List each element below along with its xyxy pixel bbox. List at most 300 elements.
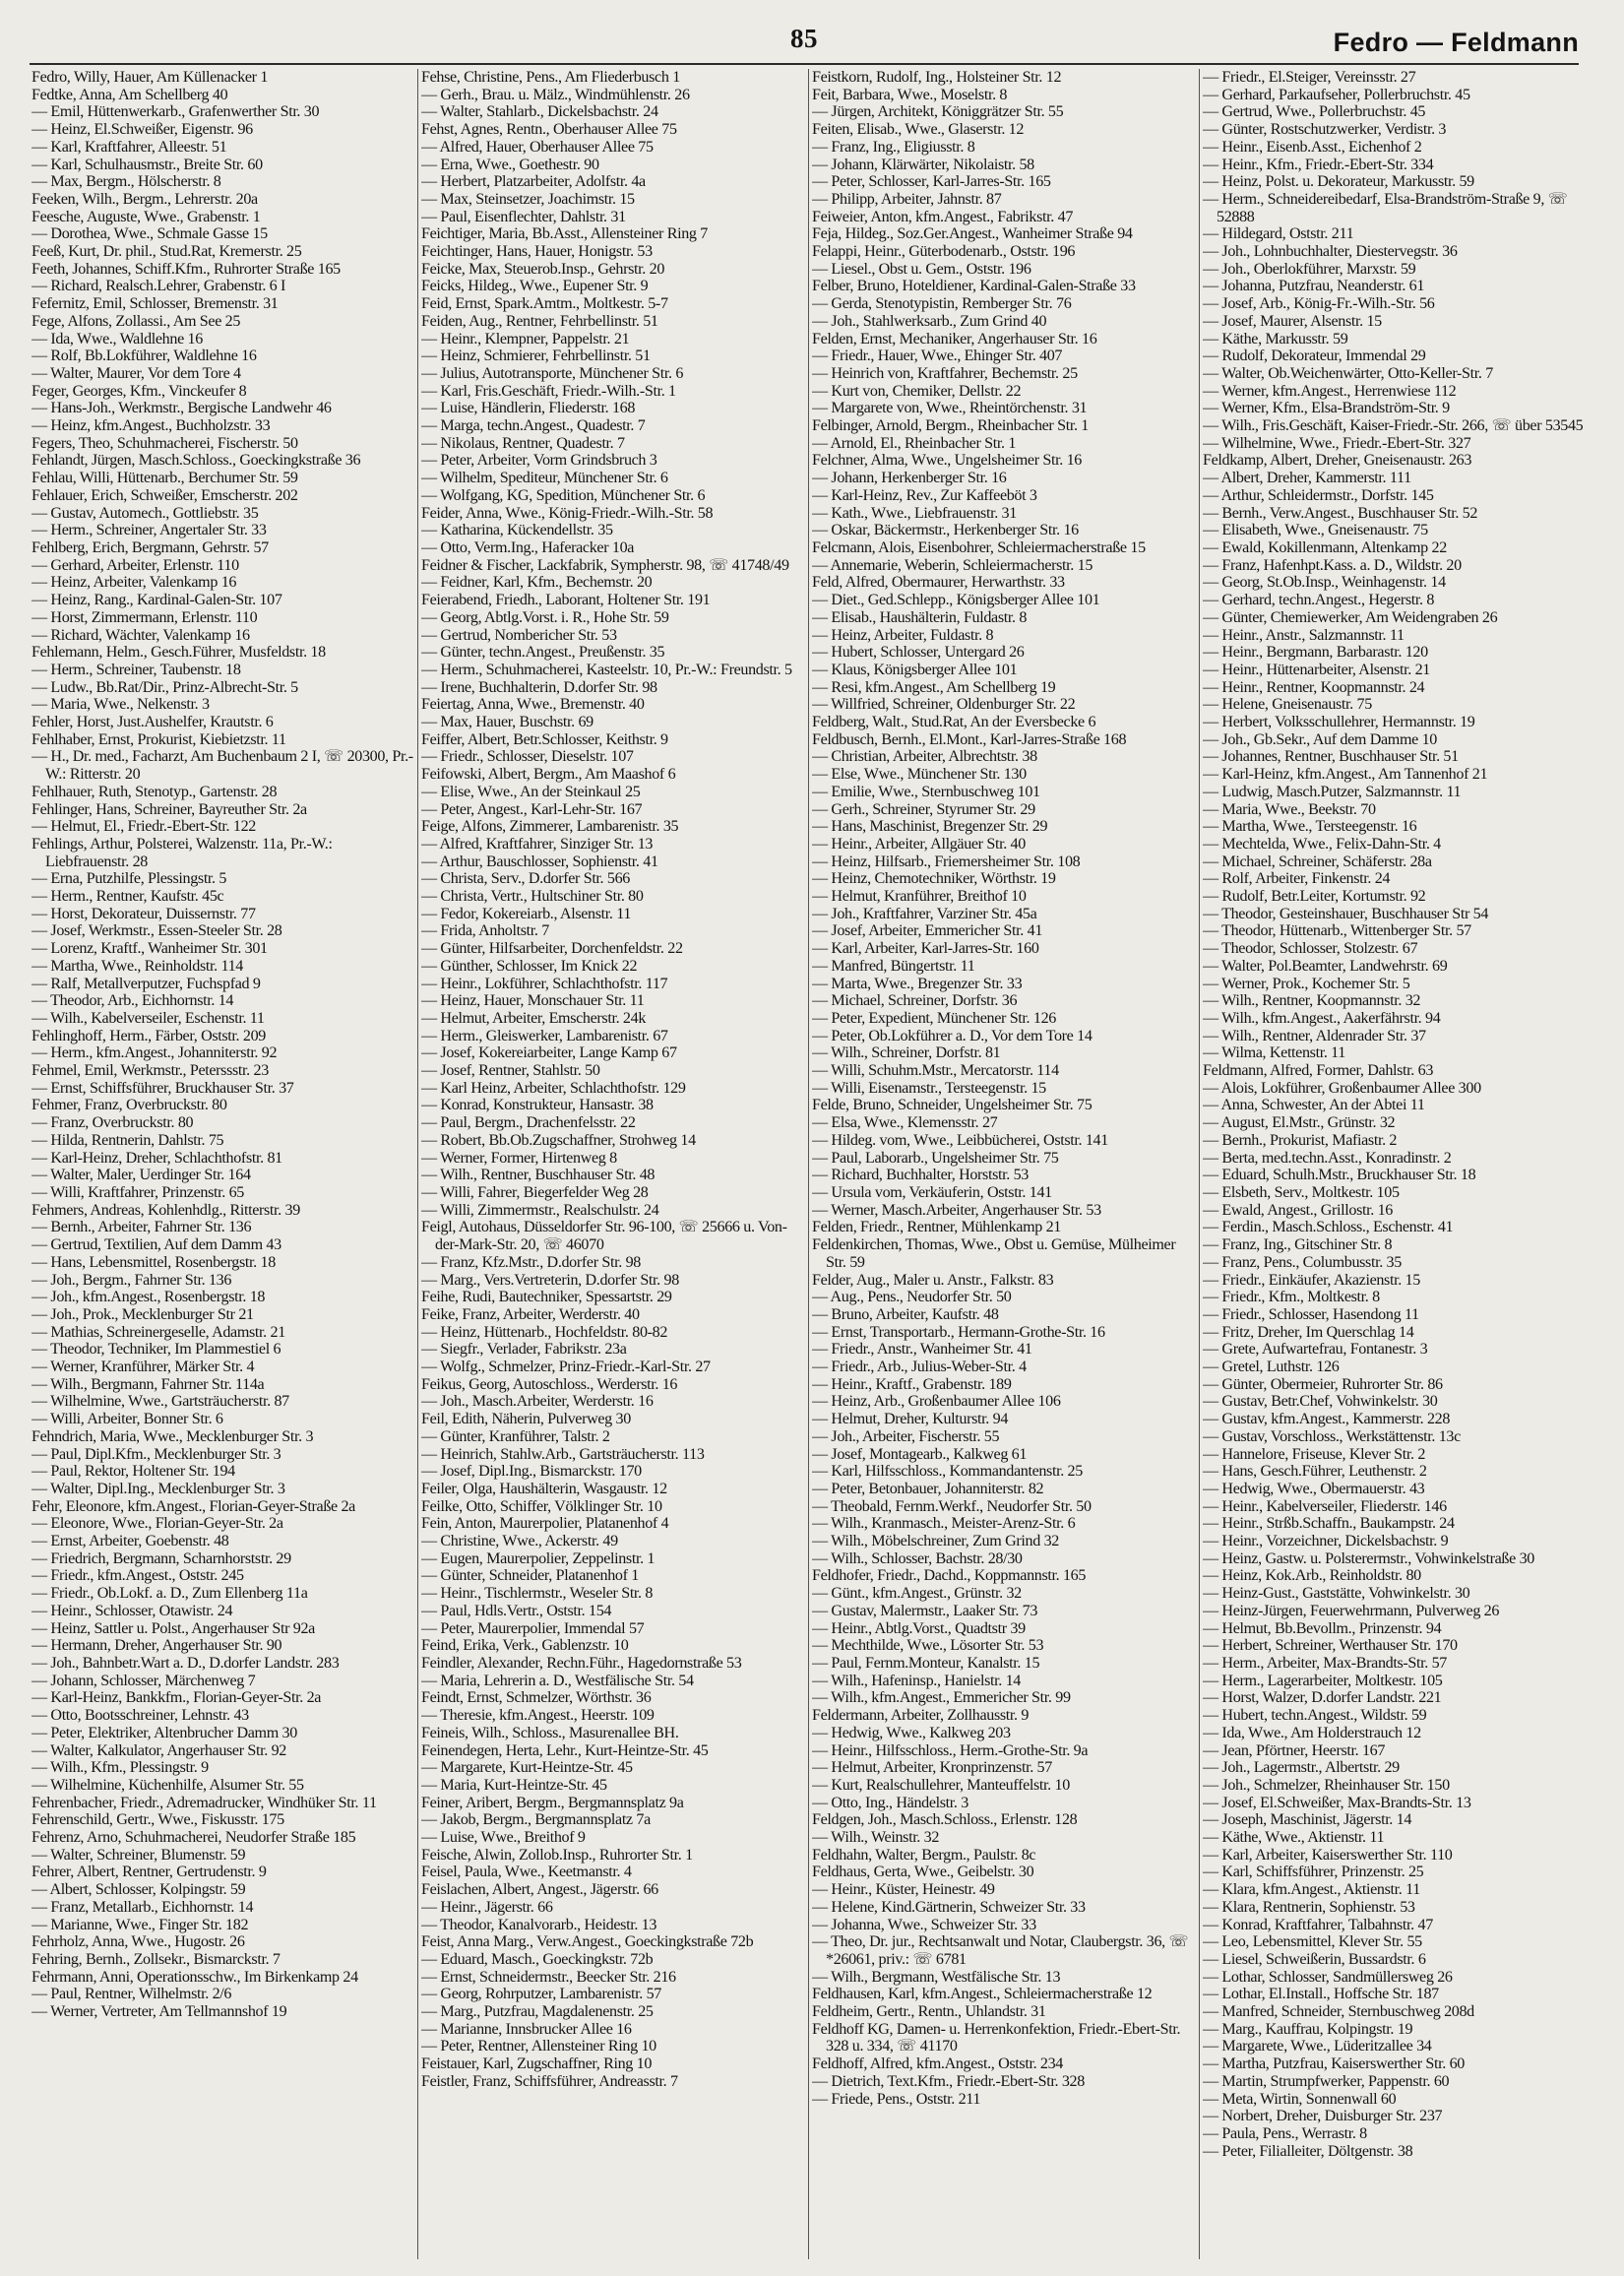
directory-entry: — Theodor, Gesteinshauer, Buschhauser Str 54	[1203, 905, 1489, 922]
directory-entry: — Dorothea, Wwe., Schmale Gasse 15	[31, 225, 268, 243]
directory-entry: — Herm., Lagerarbeiter, Moltkestr. 105	[1203, 1672, 1443, 1689]
directory-entry: — Günter, Kranführer, Talstr. 2	[421, 1427, 610, 1445]
directory-entry: — Paul, Laborarb., Ungelsheimer Str. 75	[812, 1149, 1059, 1167]
directory-entry: — Heinz, Schmierer, Fehrbellinstr. 51	[421, 348, 651, 365]
directory-entry: — Hildegard, Oststr. 211	[1203, 225, 1354, 243]
directory-entry: — Herm., Schreiner, Angertaler Str. 33	[31, 522, 267, 539]
directory-entry: — Friedr., Schlosser, Dieselstr. 107	[421, 748, 634, 766]
directory-entry: Fehmer, Franz, Overbruckstr. 80	[31, 1097, 227, 1114]
directory-entry: — Werner, kfm.Angest., Herrenwiese 112	[1203, 382, 1457, 400]
directory-entry: — Herm., kfm.Angest., Johanniterstr. 92	[31, 1044, 278, 1062]
directory-entry: — Gustav, Automech., Gottliebstr. 35	[31, 504, 259, 522]
directory-entry: — Wilh., kfm.Angest., Aakerfährstr. 94	[1203, 1009, 1441, 1027]
directory-entry: — Lothar, El.Install., Hoffsche Str. 187	[1203, 1986, 1439, 2003]
directory-entry: — Marg., Vers.Vertreterin, D.dorfer Str. 98	[421, 1271, 679, 1289]
directory-entry: — Gustav, kfm.Angest., Kammerstr. 228	[1203, 1411, 1451, 1428]
directory-entry: — Heinz, Arb., Großenbaumer Allee 106	[812, 1393, 1061, 1411]
directory-entry: — Theodor, Kanalvorarb., Heidestr. 13	[421, 1916, 657, 1933]
directory-entry: — Walter, Dipl.Ing., Mecklenburger Str. 3	[31, 1480, 285, 1497]
directory-entry: Fedro, Willy, Hauer, Am Küllenacker 1	[31, 69, 269, 86]
directory-entry: — Heinrich von, Kraftfahrer, Bechemstr. 25	[812, 364, 1078, 382]
directory-entry: — Heinz, Hilfsarb., Friemersheimer Str. 108	[812, 853, 1081, 870]
directory-entry: — Philipp, Arbeiter, Jahnstr. 87	[812, 190, 1002, 208]
directory-entry: — Peter, Elektriker, Altenbrucher Damm 30	[31, 1724, 297, 1741]
directory-entry: — Willi, Arbeiter, Bonner Str. 6	[31, 1411, 223, 1428]
directory-entry: Feeth, Johannes, Schiff.Kfm., Ruhrorter Straße 165	[31, 260, 341, 278]
directory-entry: — Heinr., Abtlg.Vorst., Quadtstr 39	[812, 1619, 1026, 1637]
directory-entry: — Joh., Prok., Mecklenburger Str 21	[31, 1305, 254, 1323]
directory-entry: — Johann, Herkenberger Str. 16	[812, 470, 1007, 487]
directory-entry: Feiten, Elisab., Wwe., Glaserstr. 12	[812, 121, 1025, 139]
directory-entry: Fehmel, Emil, Werkmstr., Peterssstr. 23	[31, 1062, 269, 1080]
directory-entry: — Heinr., Hilfsschloss., Herm.-Grothe-Str. 9a	[812, 1741, 1089, 1759]
directory-entry: — Heinz, kfm.Angest., Buchholzstr. 33	[31, 417, 271, 435]
directory-entry: — Friedr., Schlosser, Hasendong 11	[1203, 1305, 1419, 1323]
directory-entry: — Ludw., Bb.Rat/Dir., Prinz-Albrecht-Str. 5	[31, 678, 298, 696]
directory-entry: Feistauer, Karl, Zugschaffner, Ring 10	[421, 2055, 653, 2073]
directory-entry: — Josef, Werkmstr., Essen-Steeler Str. 28	[31, 922, 282, 940]
directory-entry: — Joh., Lohnbuchhalter, Diestervegstr. 36	[1203, 243, 1458, 261]
directory-entry: — Friedr., Hauer, Wwe., Ehinger Str. 407	[812, 348, 1063, 365]
directory-entry: Feicke, Max, Steuerob.Insp., Gehrstr. 20	[421, 260, 665, 278]
directory-entry: — Josef, Arb., König-Fr.-Wilh.-Str. 56	[1203, 295, 1435, 313]
directory-entry: Fein, Anton, Maurerpolier, Platanenhof 4	[421, 1515, 669, 1533]
directory-entry: — Heinr., Rentner, Koopmannstr. 24	[1203, 678, 1425, 696]
directory-entry: Feja, Hildeg., Soz.Ger.Angest., Wanheimer Straße 94	[812, 225, 1133, 243]
directory-entry: — Arthur, Bauschlosser, Sophienstr. 41	[421, 853, 658, 870]
directory-entry: — Maria, Wwe., Beekstr. 70	[1203, 800, 1376, 818]
directory-entry: Feichtiger, Maria, Bb.Asst., Allensteiner Ring 7	[421, 225, 708, 243]
directory-entry: — Elsbeth, Serv., Moltkestr. 105	[1203, 1184, 1400, 1201]
directory-entry: — Willi, Fahrer, Biegerfelder Weg 28	[421, 1184, 649, 1201]
directory-entry: — Johanna, Wwe., Schweizer Str. 33	[812, 1916, 1036, 1933]
directory-entry: — Heinz-Gust., Gaststätte, Vohwinkelstr. 30	[1203, 1585, 1470, 1603]
directory-entry: Fehrenz, Arno, Schuhmacherei, Neudorfer Straße 185	[31, 1829, 356, 1847]
directory-entry: — Heinr., Kfm., Friedr.-Ebert-Str. 334	[1203, 156, 1434, 173]
directory-entry: — Walter, Maler, Uerdinger Str. 164	[31, 1167, 251, 1184]
directory-entry: Fehrenschild, Gertr., Wwe., Fiskusstr. 175	[31, 1811, 284, 1829]
directory-entry: — Gertrud, Textilien, Auf dem Damm 43	[31, 1236, 281, 1254]
directory-entry: — Peter, Betonbauer, Johanniterstr. 82	[812, 1480, 1044, 1497]
directory-entry: — Christa, Serv., D.dorfer Str. 566	[421, 870, 630, 888]
directory-entry: Fehring, Bernh., Zollsekr., Bismarckstr. 7	[31, 1950, 281, 1968]
directory-entry: — Günter, Obermeier, Ruhrorter Str. 86	[1203, 1375, 1443, 1393]
directory-entry: — Karl-Heinz, Dreher, Schlachthofstr. 81	[31, 1149, 282, 1167]
directory-entry: — Wilh., Schreiner, Dorfstr. 81	[812, 1044, 1001, 1062]
directory-entry: — Gustav, Malermstr., Laaker Str. 73	[812, 1602, 1038, 1619]
directory-entry: — Christian, Arbeiter, Albrechtstr. 38	[812, 748, 1037, 766]
directory-entry: — Fedor, Kokereiarb., Alsenstr. 11	[421, 905, 632, 922]
directory-entry: — Rudolf, Betr.Leiter, Kortumstr. 92	[1203, 888, 1426, 906]
directory-entry: — Albert, Schlosser, Kolpingstr. 59	[31, 1881, 246, 1899]
directory-entry: — Theresie, kfm.Angest., Heerstr. 109	[421, 1707, 655, 1725]
directory-entry: — Alois, Lokführer, Großenbaumer Allee 300	[1203, 1079, 1481, 1097]
directory-entry: — Maria, Wwe., Nelkenstr. 3	[31, 696, 210, 714]
directory-entry: — Franz, Metallarb., Eichhornstr. 14	[31, 1898, 254, 1916]
directory-entry: — Wilhelmine, Wwe., Gartsträucherstr. 87	[31, 1393, 289, 1411]
directory-entry: — Mathias, Schreinergeselle, Adamstr. 21	[31, 1323, 285, 1341]
directory-entry: — Heinz, Sattler u. Polst., Angerhauser Str 92a	[31, 1619, 315, 1637]
directory-entry: — Karl, Hilfsschloss., Kommandantenstr. 25	[812, 1463, 1083, 1481]
directory-entry: — Herm., Schreiner, Taubenstr. 18	[31, 661, 241, 678]
directory-entry: — Diet., Ged.Schlepp., Königsberger Allee 101	[812, 592, 1100, 609]
directory-entry: Felchner, Alma, Wwe., Ungelsheimer Str. 16	[812, 452, 1082, 470]
directory-entry: Feische, Alwin, Zollob.Insp., Ruhrorter Str. 1	[421, 1846, 693, 1864]
directory-entry: Fehlhauer, Ruth, Stenotyp., Gartenstr. 28	[31, 783, 278, 800]
directory-entry: — Heinr., Hüttenarbeiter, Alsenstr. 21	[1203, 661, 1430, 678]
directory-entry: — Peter, Expedient, Münchener Str. 126	[812, 1009, 1056, 1027]
directory-entry: — Michael, Schreiner, Schäferstr. 28a	[1203, 853, 1432, 870]
directory-entry: — Liesel., Obst u. Gem., Oststr. 196	[812, 260, 1031, 278]
directory-entry: — Emilie, Wwe., Sternbuschweg 101	[812, 783, 1040, 800]
directory-entry: Fehse, Christine, Pens., Am Fliederbusch 1	[421, 69, 680, 86]
directory-entry: Fehlings, Arthur, Polsterei, Walzenstr. 11a, Pr.-W.: Liebfrauenstr. 28	[31, 835, 333, 870]
directory-entry: — Wilh., Schlosser, Bachstr. 28/30	[812, 1549, 1023, 1567]
directory-entry: — Berta, med.techn.Asst., Konradinstr. 2	[1203, 1149, 1452, 1167]
directory-entry: Feigl, Autohaus, Düsseldorfer Str. 96-100, ☏ 25666 u. Von-der-Mark-Str. 20, ☏ 46070	[421, 1219, 787, 1254]
directory-entry: — Helene, Gneisenaustr. 75	[1203, 696, 1372, 714]
directory-entry: — Joh., Lagermstr., Albertstr. 29	[1203, 1759, 1400, 1777]
directory-entry: — Gertrud, Wwe., Pollerbruchstr. 45	[1203, 103, 1426, 121]
directory-entry: — Ida, Wwe., Am Holderstrauch 12	[1203, 1724, 1421, 1741]
directory-entry: Fehlhaber, Ernst, Prokurist, Kiebietzstr. 11	[31, 730, 286, 748]
directory-entry: — Erna, Putzhilfe, Plessingstr. 5	[31, 870, 227, 888]
directory-entry: — Bernh., Prokurist, Mafiastr. 2	[1203, 1131, 1398, 1149]
directory-entry: — Horst, Walzer, D.dorfer Landstr. 221	[1203, 1689, 1442, 1707]
directory-entry: — Heinr., Schlosser, Otawistr. 24	[31, 1602, 233, 1619]
directory-entry: — Heinr., Kabelverseiler, Fliederstr. 146	[1203, 1497, 1447, 1515]
directory-entry: — Joh., kfm.Angest., Rosenbergstr. 18	[31, 1289, 266, 1306]
directory-entry: — Alfred, Hauer, Oberhauser Allee 75	[421, 138, 654, 156]
directory-entry: Feiertag, Anna, Wwe., Bremenstr. 40	[421, 696, 645, 714]
directory-entry: — Wilh., Möbelschreiner, Zum Grind 32	[812, 1533, 1059, 1550]
directory-entry: — Gerhard, Parkaufseher, Pollerbruchstr. 45	[1203, 86, 1470, 103]
directory-entry: — Johann, Schlosser, Märchenweg 7	[31, 1672, 256, 1689]
directory-entry: — Otto, Verm.Ing., Haferacker 10a	[421, 538, 635, 556]
directory-entry: — Michael, Schreiner, Dorfstr. 36	[812, 992, 1018, 1010]
directory-entry: — Wilhelmine, Küchenhilfe, Alsumer Str. 55	[31, 1776, 304, 1794]
directory-entry: — Josef, Montagearb., Kalkweg 61	[812, 1445, 1028, 1463]
directory-entry: Fehrholz, Anna, Wwe., Hugostr. 26	[31, 1933, 245, 1951]
directory-entry: — Marga, techn.Angest., Quadestr. 7	[421, 417, 646, 435]
directory-entry: — Ewald, Angest., Grillostr. 16	[1203, 1201, 1393, 1219]
directory-entry: — Friedr., Ob.Lokf. a. D., Zum Ellenberg 11a	[31, 1585, 308, 1603]
directory-entry: — Max, Hauer, Buschstr. 69	[421, 714, 593, 731]
directory-entry: — Heinr., Vorzeichner, Dickelsbachstr. 9	[1203, 1533, 1449, 1550]
directory-entry: — August, El.Mstr., Grünstr. 32	[1203, 1114, 1396, 1132]
directory-entry: — Hannelore, Friseuse, Klever Str. 2	[1203, 1445, 1426, 1463]
directory-entry: — Herbert, Schreiner, Werthauser Str. 170	[1203, 1637, 1458, 1655]
directory-entry: — Christine, Wwe., Ackerstr. 49	[421, 1533, 618, 1550]
directory-entry: — Grete, Aufwartefrau, Fontanestr. 3	[1203, 1341, 1428, 1359]
directory-entry: Feiweier, Anton, kfm.Angest., Fabrikstr. 47	[812, 208, 1074, 225]
column-divider	[1199, 69, 1200, 2259]
directory-entry: — Annemarie, Weberin, Schleiermacherstr. 15	[812, 556, 1093, 574]
directory-entry: — Heinz-Jürgen, Feuerwehrmann, Pulverweg 26	[1203, 1602, 1500, 1619]
directory-entry: — Peter, Angest., Karl-Lehr-Str. 167	[421, 800, 643, 818]
directory-entry: — Friedr., kfm.Angest., Oststr. 245	[31, 1567, 244, 1585]
directory-entry: — Rolf, Bb.Lokführer, Waldlehne 16	[31, 348, 257, 365]
directory-entry: — Herbert, Platzarbeiter, Adolfstr. 4a	[421, 173, 646, 191]
directory-entry: — Martha, Putzfrau, Kaiserswerther Str. 60	[1203, 2055, 1465, 2073]
page-header	[30, 22, 1579, 67]
directory-entry: — Jakob, Bergm., Bergmannsplatz 7a	[421, 1811, 651, 1829]
directory-entry: — Hedwig, Wwe., Obermauerstr. 43	[1203, 1480, 1425, 1497]
directory-entry: — Bernh., Verw.Angest., Buschhauser Str. 52	[1203, 504, 1478, 522]
directory-entry: — Hermann, Dreher, Angerhauser Str. 90	[31, 1637, 282, 1655]
directory-entry: Fefernitz, Emil, Schlosser, Bremenstr. 31	[31, 295, 279, 313]
directory-entry: — Gretel, Luthstr. 126	[1203, 1359, 1340, 1376]
directory-entry: — Josef, Kokereiarbeiter, Lange Kamp 67	[421, 1044, 677, 1062]
directory-entry: — Wilh., Kabelverseiler, Eschenstr. 11	[31, 1009, 265, 1027]
directory-entry: — Wilh., Bergmann, Westfälische Str. 13	[812, 1968, 1061, 1986]
directory-entry: Feldermann, Arbeiter, Zollhausstr. 9	[812, 1707, 1030, 1725]
directory-entry: — Herm., Gleiswerker, Lambarenistr. 67	[421, 1027, 668, 1044]
directory-entry: — Paul, Hdls.Vertr., Oststr. 154	[421, 1602, 612, 1619]
directory-entry: Fegers, Theo, Schuhmacherei, Fischerstr. 50	[31, 434, 298, 452]
directory-entry: — Georg, St.Ob.Insp., Weinhagenstr. 14	[1203, 574, 1446, 592]
directory-entry: — Werner, Kranführer, Märker Str. 4	[31, 1359, 255, 1376]
directory-entry: — Josef, El.Schweißer, Max-Brandts-Str. 13	[1203, 1794, 1471, 1811]
directory-entry: Fehlau, Willi, Hüttenarb., Berchumer Str. 59	[31, 470, 298, 487]
directory-entry: — Paul, Fernm.Monteur, Kanalstr. 15	[812, 1654, 1040, 1672]
directory-entry: — Joseph, Maschinist, Jägerstr. 14	[1203, 1811, 1412, 1829]
directory-entry: — Karl, Schiffsführer, Prinzenstr. 25	[1203, 1864, 1424, 1881]
directory-entry: — Ferdin., Masch.Schloss., Eschenstr. 41	[1203, 1219, 1454, 1236]
directory-entry: — Joh., Kraftfahrer, Varziner Str. 45a	[812, 905, 1037, 922]
directory-entry: — Margarete, Wwe., Lüderitzallee 34	[1203, 2038, 1432, 2055]
directory-entry: Feikus, Georg, Autoschloss., Werderstr. 16	[421, 1375, 678, 1393]
directory-entry: — Marianne, Innsbrucker Allee 16	[421, 2020, 632, 2038]
directory-entry: Fehr, Eleonore, kfm.Angest., Florian-Geyer-Straße 2a	[31, 1497, 355, 1515]
directory-entry: — Paul, Bergm., Drachenfelsstr. 22	[421, 1114, 636, 1132]
directory-entry: — Heinr., Bergmann, Barbarastr. 120	[1203, 644, 1428, 662]
directory-entry: Feisel, Paula, Wwe., Keetmanstr. 4	[421, 1864, 632, 1881]
directory-entry: Felden, Friedr., Rentner, Mühlenkamp 21	[812, 1219, 1061, 1236]
directory-entry: — Werner, Prok., Kochemer Str. 5	[1203, 975, 1410, 992]
directory-entry: — Jean, Pförtner, Heerstr. 167	[1203, 1741, 1386, 1759]
directory-entry: — Willi, Eisenamstr., Tersteegenstr. 15	[812, 1079, 1046, 1097]
directory-entry: — Peter, Rentner, Allensteiner Ring 10	[421, 2038, 656, 2055]
directory-entry: — Jürgen, Architekt, Königgrätzer Str. 55	[812, 103, 1064, 121]
directory-entry: Feindler, Alexander, Rechn.Führ., Hagedornstraße 53	[421, 1654, 742, 1672]
directory-entry: — Bruno, Arbeiter, Kaufstr. 48	[812, 1305, 999, 1323]
directory-entry: — Hans, Maschinist, Bregenzer Str. 29	[812, 818, 1048, 836]
directory-entry: — Otto, Ing., Händelstr. 3	[812, 1794, 968, 1811]
directory-entry: — Heinz, Rang., Kardinal-Galen-Str. 107	[31, 592, 282, 609]
directory-entry: — Helmut, Arbeiter, Emscherstr. 24k	[421, 1009, 647, 1027]
directory-entry: — Theodor, Schlosser, Stolzestr. 67	[1203, 940, 1418, 958]
directory-entry: — Hedwig, Wwe., Kalkweg 203	[812, 1724, 1011, 1741]
directory-entry: Feldhoff KG, Damen- u. Herrenkonfektion, Friedr.-Ebert-Str. 328 u. 334, ☏ 41170	[812, 2020, 1181, 2055]
directory-entry: — Walter, Schreiner, Blumenstr. 59	[31, 1846, 246, 1864]
directory-column-3	[812, 69, 1194, 2264]
directory-entry: — Arthur, Schleidermstr., Dorfstr. 145	[1203, 486, 1434, 504]
directory-entry: — Gertrud, Nombericher Str. 53	[421, 626, 617, 644]
directory-entry: — Herm., Schuhmacherei, Kasteelstr. 10, Pr.-W.: Freundstr. 5	[421, 661, 792, 678]
directory-entry: — Robert, Bb.Ob.Zugschaffner, Strohweg 14	[421, 1131, 696, 1149]
directory-entry: — Joh., Gb.Sekr., Auf dem Damme 10	[1203, 730, 1437, 748]
header-rule	[30, 63, 1579, 65]
directory-entry: — Peter, Arbeiter, Vorm Grindsbruch 3	[421, 452, 657, 470]
directory-entry: Feichtinger, Hans, Hauer, Honigstr. 53	[421, 243, 653, 261]
directory-entry: Fedtke, Anna, Am Schellberg 40	[31, 86, 228, 103]
directory-entry: — Joh., Masch.Arbeiter, Werderstr. 16	[421, 1393, 654, 1411]
directory-entry: Feislachen, Albert, Angest., Jägerstr. 66	[421, 1881, 658, 1899]
directory-entry: — Lothar, Schlosser, Sandmüllersweg 26	[1203, 1968, 1453, 1986]
directory-entry: — Ludwig, Masch.Putzer, Salzmannstr. 11	[1203, 783, 1462, 800]
directory-entry: — Heinrich, Stahlw.Arb., Gartsträucherstr. 113	[421, 1445, 705, 1463]
directory-entry: — Rudolf, Dekorateur, Immendal 29	[1203, 348, 1426, 365]
directory-entry: — Frida, Anholtstr. 7	[421, 922, 549, 940]
directory-entry: — Arnold, El., Rheinbacher Str. 1	[812, 434, 1017, 452]
directory-entry: — Joh., Schmelzer, Rheinhauser Str. 150	[1203, 1776, 1450, 1794]
directory-entry: Felde, Bruno, Schneider, Ungelsheimer Str. 75	[812, 1097, 1093, 1114]
directory-entry: — Georg, Abtlg.Vorst. i. R., Hohe Str. 59	[421, 608, 669, 626]
directory-entry: — Klara, kfm.Angest., Aktienstr. 11	[1203, 1881, 1420, 1899]
directory-entry: — Karl, Schulhausmstr., Breite Str. 60	[31, 156, 263, 173]
directory-entry: — Helene, Kind.Gärtnerin, Schweizer Str. 33	[812, 1898, 1086, 1916]
directory-entry: — Julius, Autotransporte, Münchener Str. 6	[421, 364, 684, 382]
directory-entry: — Theobald, Fernm.Werkf., Neudorfer Str. 50	[812, 1497, 1092, 1515]
directory-entry: — Resi, kfm.Angest., Am Schellberg 19	[812, 678, 1056, 696]
directory-entry: — Heinz, Hauer, Monschauer Str. 11	[421, 992, 645, 1010]
directory-entry: — Gustav, Betr.Chef, Vohwinkelstr. 30	[1203, 1393, 1438, 1411]
directory-entry: — Friedrich, Bergmann, Scharnhorststr. 29	[31, 1549, 291, 1567]
directory-entry: — Karl, Arbeiter, Karl-Jarres-Str. 160	[812, 940, 1039, 958]
directory-entry: Feit, Barbara, Wwe., Moselstr. 8	[812, 86, 1008, 103]
directory-entry: — Liesel, Schweißerin, Bussardstr. 6	[1203, 1950, 1426, 1968]
directory-entry: — Karl, Fris.Geschäft, Friedr.-Wilh.-Str. 1	[421, 382, 676, 400]
directory-entry: — Albert, Dreher, Kammerstr. 111	[1203, 470, 1411, 487]
directory-entry: — Dietrich, Text.Kfm., Friedr.-Ebert-Str. 328	[812, 2072, 1085, 2090]
directory-entry: — Helmut, Kranführer, Breithof 10	[812, 888, 1027, 906]
directory-entry: Feindt, Ernst, Schmelzer, Wörthstr. 36	[421, 1689, 652, 1707]
directory-entry: Fege, Alfons, Zollassi., Am See 25	[31, 312, 241, 330]
directory-entry: — Heinr., Jägerstr. 66	[421, 1898, 553, 1916]
directory-entry: — Elsa, Wwe., Klemensstr. 27	[812, 1114, 998, 1132]
directory-entry: — Fritz, Dreher, Im Querschlag 14	[1203, 1323, 1414, 1341]
directory-entry: Fehndrich, Maria, Wwe., Mecklenburger Str. 3	[31, 1427, 314, 1445]
directory-entry: — Manfred, Büngertstr. 11	[812, 957, 975, 975]
directory-entry: Fehlberg, Erich, Bergmann, Gehrstr. 57	[31, 538, 269, 556]
directory-entry: — Willi, Zimmermstr., Realschulstr. 24	[421, 1201, 659, 1219]
directory-entry: — Karl Heinz, Arbeiter, Schlachthofstr. 129	[421, 1079, 686, 1097]
directory-entry: — Hans-Joh., Werkmstr., Bergische Landwehr 46	[31, 400, 332, 417]
directory-entry: — Hildeg. vom, Wwe., Leibbücherei, Oststr. 141	[812, 1131, 1108, 1149]
directory-entry: — Elisab., Haushälterin, Fuldastr. 8	[812, 608, 1028, 626]
directory-entry: — Ernst, Schiffsführer, Bruckhauser Str. 37	[31, 1079, 294, 1097]
directory-entry: — Wilh., Kfm., Plessingstr. 9	[31, 1759, 209, 1777]
directory-entry: Feineis, Wilh., Schloss., Masurenallee BH.	[421, 1724, 679, 1741]
directory-entry: — Walter, Kalkulator, Angerhauser Str. 92	[31, 1741, 286, 1759]
directory-entry: — Herbert, Volksschullehrer, Hermannstr. 19	[1203, 714, 1475, 731]
directory-entry: — Wilh., Rentner, Koopmannstr. 32	[1203, 992, 1421, 1010]
directory-entry: — Elisabeth, Wwe., Gneisenaustr. 75	[1203, 522, 1428, 539]
directory-entry: Feldhofer, Friedr., Dachd., Koppmannstr. 165	[812, 1567, 1087, 1585]
directory-entry: — Wilh., Hafeninsp., Hanielstr. 14	[812, 1672, 1021, 1689]
directory-entry: Fehler, Horst, Just.Aushelfer, Krautstr. 6	[31, 714, 274, 731]
directory-entry: — Heinz, Arbeiter, Valenkamp 16	[31, 574, 237, 592]
directory-entry: — Joh., Bahnbetr.Wart a. D., D.dorfer Landstr. 283	[31, 1654, 340, 1672]
directory-entry: — Franz, Kfz.Mstr., D.dorfer Str. 98	[421, 1253, 641, 1271]
directory-entry: — Marg., Putzfrau, Magdalenenstr. 25	[421, 2003, 654, 2021]
directory-entry: — Oskar, Bäckermstr., Herkenberger Str. 16	[812, 522, 1079, 539]
directory-entry: Feifowski, Albert, Bergm., Am Maashof 6	[421, 766, 676, 784]
directory-entry: — Konrad, Kraftfahrer, Talbahnstr. 47	[1203, 1916, 1433, 1933]
directory-entry: — Rolf, Arbeiter, Finkenstr. 24	[1203, 870, 1391, 888]
directory-entry: — Meta, Wirtin, Sonnenwall 60	[1203, 2090, 1397, 2108]
directory-entry: — Maria, Lehrerin a. D., Westfälische Str. 54	[421, 1672, 694, 1689]
directory-entry: Feistler, Franz, Schiffsführer, Andreasstr. 7	[421, 2072, 678, 2090]
directory-entry: — Wilh., kfm.Angest., Emmericher Str. 99	[812, 1689, 1071, 1707]
directory-entry: — Irene, Buchhalterin, D.dorfer Str. 98	[421, 678, 657, 696]
directory-entry: — Heinz, Kok.Arb., Reinholdstr. 80	[1203, 1567, 1421, 1585]
directory-entry: — Erna, Wwe., Goethestr. 90	[421, 156, 599, 173]
directory-entry: — Käthe, Wwe., Aktienstr. 11	[1203, 1829, 1385, 1847]
directory-entry: Felcmann, Alois, Eisenbohrer, Schleiermacherstraße 15	[812, 538, 1146, 556]
directory-entry: — Günther, Schlosser, Im Knick 22	[421, 957, 638, 975]
directory-entry: — Herm., Rentner, Kaufstr. 45c	[31, 888, 224, 906]
directory-entry: — Theodor, Arb., Eichhornstr. 14	[31, 992, 234, 1010]
directory-entry: — Marta, Wwe., Bregenzer Str. 33	[812, 975, 1023, 992]
directory-entry: — Wilhelm, Spediteur, Münchener Str. 6	[421, 470, 668, 487]
directory-entry: — Joh., Oberlokführer, Marxstr. 59	[1203, 260, 1416, 278]
directory-entry: Feldmann, Alfred, Former, Dahlstr. 63	[1203, 1062, 1434, 1080]
directory-entry: Feige, Alfons, Zimmerer, Lambarenistr. 35	[421, 818, 679, 836]
directory-entry: — Ernst, Arbeiter, Goebenstr. 48	[31, 1533, 229, 1550]
directory-entry: — Ewald, Kokillenmann, Altenkamp 22	[1203, 538, 1447, 556]
directory-entry: — Kurt, Realschullehrer, Manteuffelstr. 10	[812, 1776, 1070, 1794]
directory-entry: — Karl-Heinz, Rev., Zur Kaffeeböt 3	[812, 486, 1037, 504]
directory-entry: — Heinr., Eisenb.Asst., Eichenhof 2	[1203, 138, 1422, 156]
directory-entry: — Heinr., Strßb.Schaffn., Baukampstr. 24	[1203, 1515, 1455, 1533]
directory-entry: — Otto, Bootsschreiner, Lehnstr. 43	[31, 1707, 249, 1725]
directory-entry: — Friedr., Kfm., Moltkestr. 8	[1203, 1289, 1380, 1306]
directory-entry: Fehlauer, Erich, Schweißer, Emscherstr. 202	[31, 486, 298, 504]
directory-entry: — Heinr., Tischlermstr., Weseler Str. 8	[421, 1585, 654, 1603]
directory-entry: — Hubert, Schlosser, Untergard 26	[812, 644, 1025, 662]
directory-entry: — Franz, Pens., Columbusstr. 35	[1203, 1253, 1402, 1271]
directory-entry: Feger, Georges, Kfm., Vinckeufer 8	[31, 382, 247, 400]
directory-entry: — Klaus, Königsberger Allee 101	[812, 661, 1018, 678]
directory-entry: — Günt., kfm.Angest., Grünstr. 32	[812, 1585, 1022, 1603]
directory-entry: Felappi, Heinr., Güterbodenarb., Oststr. 196	[812, 243, 1076, 261]
directory-entry: — Martha, Wwe., Tersteegenstr. 16	[1203, 818, 1417, 836]
directory-entry: — Günter, techn.Angest., Preußenstr. 35	[421, 644, 665, 662]
directory-entry: Feldkamp, Albert, Dreher, Gneisenaustr. 263	[1203, 452, 1472, 470]
directory-entry: — Maria, Kurt-Heintze-Str. 45	[421, 1776, 607, 1794]
directory-entry: — Heinz, Polst. u. Dekorateur, Markusstr. 59	[1203, 173, 1474, 191]
directory-entry: Feil, Edith, Näherin, Pulverweg 30	[421, 1411, 631, 1428]
directory-entry: — Karl-Heinz, kfm.Angest., Am Tannenhof 21	[1203, 766, 1488, 784]
directory-entry: — Käthe, Markusstr. 59	[1203, 330, 1348, 348]
directory-entry: — Willi, Schuhm.Mstr., Mercatorstr. 114	[812, 1062, 1059, 1080]
directory-entry: Feldhoff, Alfred, kfm.Angest., Oststr. 234	[812, 2055, 1064, 2073]
directory-entry: — Theo, Dr. jur., Rechtsanwalt und Notar, Claubergstr. 36, ☏ *26061, priv.: ☏ 6781	[812, 1933, 1189, 1968]
directory-entry: — Max, Bergm., Hölscherstr. 8	[31, 173, 221, 191]
directory-entry: — Willi, Kraftfahrer, Prinzenstr. 65	[31, 1184, 244, 1201]
directory-entry: — Walter, Maurer, Vor dem Tore 4	[31, 364, 241, 382]
column-divider	[417, 69, 418, 2259]
directory-entry: — Margarete von, Wwe., Rheintörchenstr. 31	[812, 400, 1088, 417]
directory-entry: — Heinr., Anstr., Salzmannstr. 11	[1203, 626, 1405, 644]
directory-entry: — Lorenz, Kraftf., Wanheimer Str. 301	[31, 940, 268, 958]
directory-entry: — Wilma, Kettenstr. 11	[1203, 1044, 1345, 1062]
directory-entry: — Ursula vom, Verkäuferin, Oststr. 141	[812, 1184, 1052, 1201]
directory-entry: — Friedr., Arb., Julius-Weber-Str. 4	[812, 1359, 1027, 1376]
directory-entry: — Max, Steinsetzer, Joachimstr. 15	[421, 190, 635, 208]
